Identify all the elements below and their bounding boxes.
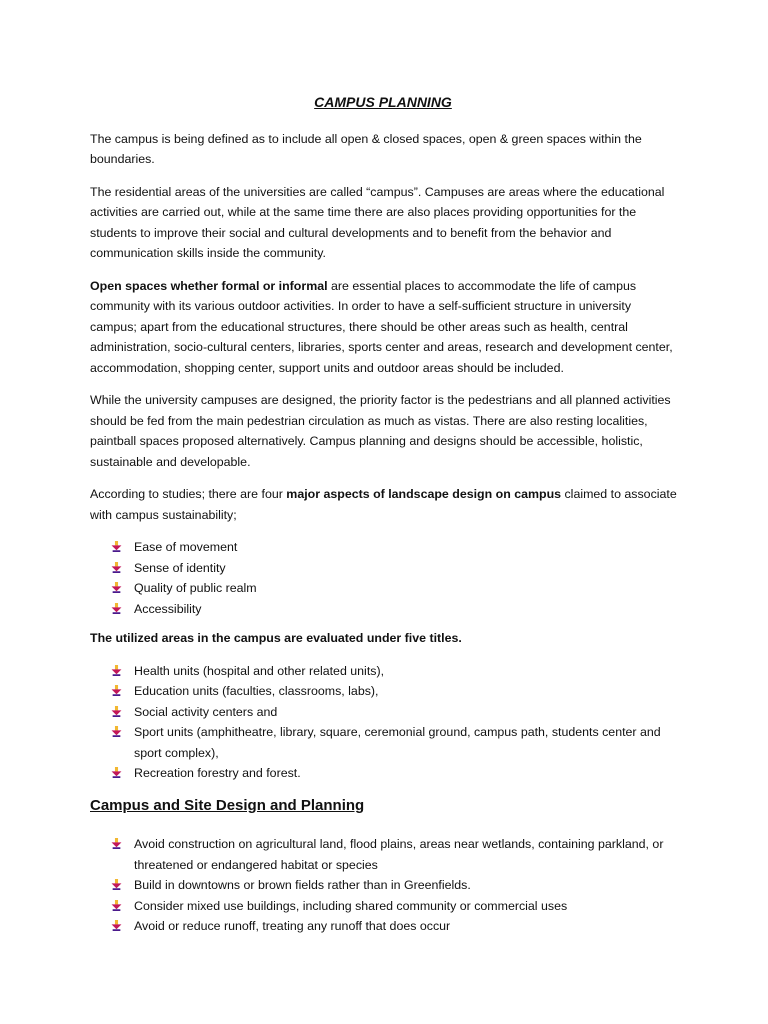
list-item: Social activity centers and — [134, 702, 680, 723]
list-item: Avoid or reduce runoff, treating any runoff that does occur — [134, 916, 680, 937]
list-item: Consider mixed use buildings, including shared community or commercial uses — [134, 896, 680, 917]
site-design-list — [90, 834, 680, 937]
list-item: Build in downtowns or brown fields rather than in Greenfields. — [134, 875, 680, 896]
list-item: Sport units (amphitheatre, library, square, ceremonial ground, campus path, students center and sport complex), — [134, 722, 680, 763]
arrow-down-bullet-icon — [111, 767, 122, 778]
aspects-suffix: claimed to associate with campus sustainability; — [90, 487, 677, 522]
utilized-heading: The utilized areas in the campus are evaluated under five titles. — [90, 631, 462, 645]
paragraph-aspects — [90, 484, 680, 525]
arrow-down-bullet-icon — [111, 541, 122, 552]
arrow-down-bullet-icon — [111, 879, 122, 890]
paragraph-open-spaces — [90, 276, 680, 379]
list-item: Education units (faculties, classrooms, labs), — [134, 681, 680, 702]
list-item: Accessibility — [134, 599, 680, 620]
list-item: Quality of public realm — [134, 578, 680, 599]
list-item: Health units (hospital and other related units), — [134, 661, 680, 682]
arrow-down-bullet-icon — [111, 838, 122, 849]
arrow-down-bullet-icon — [111, 603, 122, 614]
paragraph-campus-definition: The campus is being defined as to include all open & closed spaces, open & green spaces within the boundaries. — [90, 131, 642, 166]
aspects-list — [90, 537, 680, 619]
arrow-down-bullet-icon — [111, 685, 122, 696]
list-item: Recreation forestry and forest. — [134, 763, 680, 784]
list-item: Avoid construction on agricultural land, flood plains, areas near wetlands, containing parkland, or threatened or endangered habitat or species — [134, 834, 680, 875]
document-page — [90, 92, 680, 946]
open-spaces-lead: Open spaces whether formal or informal — [90, 278, 328, 293]
arrow-down-bullet-icon — [111, 706, 122, 717]
page-title: CAMPUS PLANNING — [314, 94, 452, 110]
arrow-down-bullet-icon — [111, 582, 122, 593]
utilized-list — [90, 661, 680, 784]
aspects-bold: major aspects of landscape design on campus — [286, 487, 562, 501]
aspects-prefix: According to studies; there are four — [90, 487, 287, 501]
arrow-down-bullet-icon — [111, 920, 122, 931]
paragraph-residential-areas: The residential areas of the universities are called “campus”. Campuses are areas where the educational activities are carried out, while at the same time there are also places providing opportunities for the students to improve their social and cultural developments and to benefit from the behavior and communication skills inside the community. — [90, 184, 665, 260]
arrow-down-bullet-icon — [111, 900, 122, 911]
open-spaces-text: are essential places to accommodate the life of campus community with its various outdoor activities. In order to have a self-sufficient structure in university campus; apart from the educational structures, there should be other areas such as health, central administration, socio-cultural centers, libraries, sports center and areas, research and development center, accommodation, shopping center, support units and outdoor areas should be included. — [90, 278, 673, 375]
list-item: Ease of movement — [134, 537, 680, 558]
paragraph-pedestrians: While the university campuses are designed, the priority factor is the pedestrians and all planned activities should be fed from the main pedestrian circulation as much as vistas. There are also resting localities, paintball spaces proposed alternatively. Campus planning and designs should be accessible, holistic, sustainable and developable. — [90, 393, 671, 469]
list-item: Sense of identity — [134, 558, 680, 579]
arrow-down-bullet-icon — [111, 665, 122, 676]
arrow-down-bullet-icon — [111, 726, 122, 737]
arrow-down-bullet-icon — [111, 562, 122, 573]
section-heading-site-design: Campus and Site Design and Planning — [90, 796, 365, 814]
